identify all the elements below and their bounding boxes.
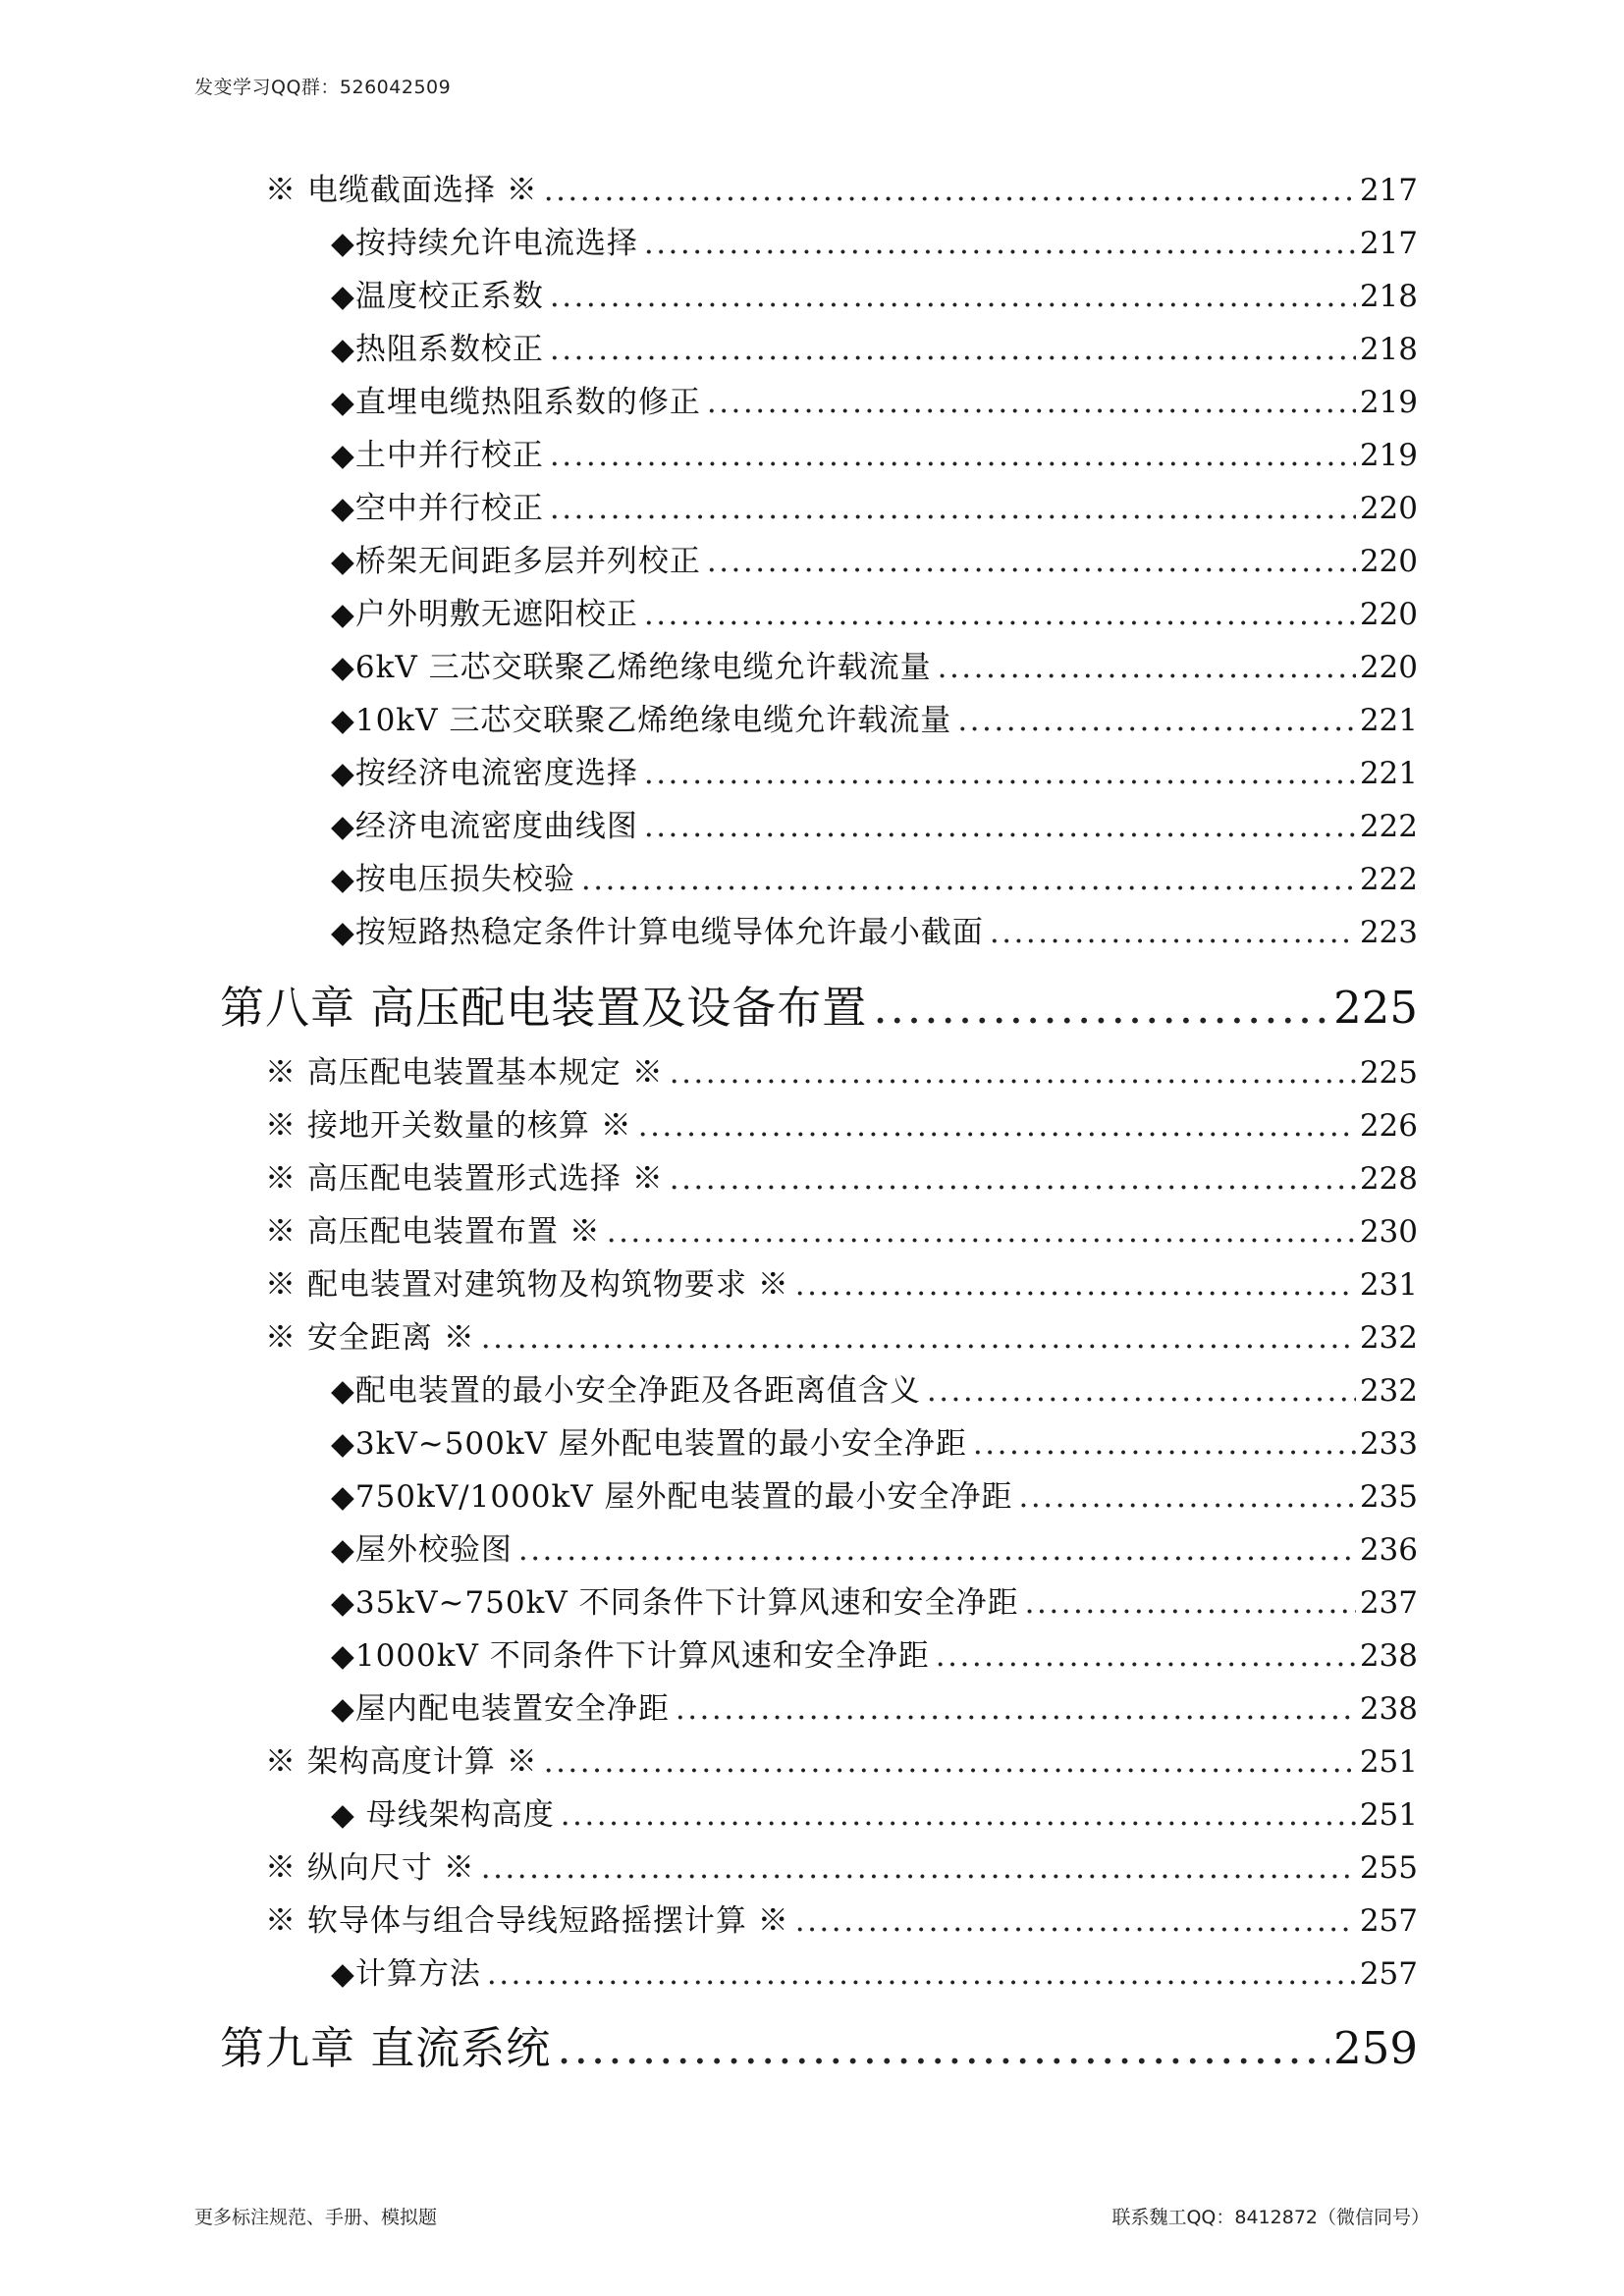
toc-entry-page-number: 226 [1359,1108,1418,1144]
toc-entry-page-number: 221 [1359,756,1418,791]
toc-entry-section[interactable] [265,1896,1418,1939]
toc-entry-sub[interactable] [331,1683,1418,1727]
toc-dot-leader [561,1797,1356,1833]
toc-entry-page-number: 255 [1359,1850,1418,1886]
toc-entry-title: ◆温度校正系数 [331,279,544,314]
toc-entry-title: ◆屋内配电装置安全净距 [331,1691,670,1727]
toc-entry-page-number: 251 [1359,1744,1418,1780]
toc-entry-title: ◆户外明敷无遮阳校正 [331,597,638,632]
toc-entry-title: ◆1000kV 不同条件下计算风速和安全净距 [331,1638,930,1674]
toc-entry-title: ◆按电压损失校验 [331,862,575,897]
toc-entry-page-number: 231 [1359,1267,1418,1303]
toc-entry-page-number: 232 [1359,1373,1418,1409]
toc-entry-page-number: 236 [1359,1532,1418,1568]
toc-entry-page-number: 232 [1359,1320,1418,1356]
toc-entry-title: ◆经济电流密度曲线图 [331,809,638,844]
toc-entry-section[interactable] [265,1206,1418,1250]
toc-entry-page-number: 220 [1359,544,1418,579]
toc-entry-sub[interactable] [331,1630,1418,1674]
toc-dot-leader [550,491,1356,526]
toc-entry-sub[interactable] [331,1949,1418,1992]
toc-entry-sub[interactable] [331,589,1418,632]
toc-dot-leader [544,173,1356,208]
toc-dot-leader [707,544,1356,579]
toc-dot-leader [1019,1479,1356,1515]
toc-entry-page-number: 218 [1359,332,1418,367]
toc-entry-title: 第八章 高压配电装置及设备布置 [220,982,868,1034]
toc-dot-leader [670,1161,1356,1197]
toc-dot-leader [670,1055,1356,1091]
toc-entry-title: ◆按短路热稳定条件计算电缆导体允许最小截面 [331,915,984,950]
toc-entry-sub[interactable] [331,536,1418,579]
toc-entry-page-number: 235 [1359,1479,1418,1515]
toc-entry-title: ◆按经济电流密度选择 [331,756,638,791]
toc-dot-leader [518,1532,1356,1568]
toc-entry-title: ◆配电装置的最小安全净距及各距离值含义 [331,1373,921,1409]
toc-dot-leader [927,1373,1356,1409]
toc-entry-chapter[interactable] [220,972,1418,1034]
toc-entry-section[interactable] [265,1153,1418,1197]
toc-entry-title: ◆750kV/1000kV 屋外配电装置的最小安全净距 [331,1479,1013,1515]
toc-entry-title: ◆热阻系数校正 [331,332,544,367]
toc-entry-page-number: 221 [1359,703,1418,738]
toc-entry-section[interactable] [265,1312,1418,1356]
toc-entry-title: ◆35kV~750kV 不同条件下计算风速和安全净距 [331,1585,1019,1621]
toc-entry-page-number: 222 [1359,809,1418,844]
toc-dot-leader [550,279,1356,314]
toc-entry-page-number: 217 [1359,226,1418,261]
toc-entry-title: ◆直埋电缆热阻系数的修正 [331,385,701,420]
toc-dot-leader [644,597,1356,632]
toc-entry-sub[interactable] [331,1365,1418,1409]
toc-entry-title: ◆土中并行校正 [331,438,544,473]
toc-entry-sub[interactable] [331,801,1418,844]
toc-entry-sub[interactable] [331,430,1418,473]
toc-entry-page-number: 233 [1359,1426,1418,1462]
toc-entry-page-number: 222 [1359,862,1418,897]
toc-entry-sub[interactable] [331,377,1418,420]
toc-entry-page-number: 257 [1359,1903,1418,1939]
toc-dot-leader [873,982,1329,1034]
toc-entry-page-number: 251 [1359,1797,1418,1833]
toc-dot-leader [938,650,1356,685]
toc-dot-leader [676,1691,1356,1727]
toc-entry-page-number: 219 [1359,385,1418,420]
toc-entry-title: ◆6kV 三芯交联聚乙烯绝缘电缆允许载流量 [331,650,932,685]
toc-entry-page-number: 220 [1359,491,1418,526]
toc-entry-title: ◆10kV 三芯交联聚乙烯绝缘电缆允许载流量 [331,703,952,738]
toc-dot-leader [936,1638,1356,1674]
toc-dot-leader [990,915,1356,950]
toc-dot-leader [544,1744,1356,1780]
toc-entry-page-number: 220 [1359,597,1418,632]
header-note: 发变学习QQ群：526042509 [194,77,452,98]
toc-entry-title: ※ 电缆截面选择 ※ [265,173,538,208]
toc-entry-section[interactable] [265,1736,1418,1780]
toc-entry-title: ◆3kV~500kV 屋外配电装置的最小安全净距 [331,1426,967,1462]
toc-entry-sub[interactable] [331,748,1418,791]
toc-dot-leader [481,1850,1356,1886]
toc-entry-sub[interactable] [331,1789,1418,1833]
toc-entry-section[interactable] [265,1259,1418,1303]
toc-entry-page-number: 220 [1359,650,1418,685]
toc-entry-sub[interactable] [331,1471,1418,1515]
toc-entry-title: ※ 安全距离 ※ [265,1320,475,1356]
toc-entry-title: ◆按持续允许电流选择 [331,226,638,261]
footer-left-note: 更多标注规范、手册、模拟题 [194,2207,438,2228]
toc-entry-section[interactable] [265,1047,1418,1091]
toc-dot-leader [557,2022,1329,2074]
toc-entry-title: ◆空中并行校正 [331,491,544,526]
toc-entry-page-number: 225 [1359,1055,1418,1091]
toc-entry-sub[interactable] [331,218,1418,261]
toc-entry-title: ◆计算方法 [331,1956,481,1992]
toc-entry-page-number: 219 [1359,438,1418,473]
toc-dot-leader [581,862,1356,897]
toc-entry-title: ◆ 母线架构高度 [331,1797,555,1833]
toc-entry-section[interactable] [265,165,1418,208]
toc-entry-title: ※ 软导体与组合导线短路摇摆计算 ※ [265,1903,789,1939]
toc-entry-page-number: 238 [1359,1638,1418,1674]
toc-entry-title: 第九章 直流系统 [220,2022,552,2074]
toc-dot-leader [795,1267,1356,1303]
toc-dot-leader [481,1320,1356,1356]
toc-entry-chapter[interactable] [220,2012,1418,2074]
toc-entry-sub[interactable] [331,642,1418,685]
toc-entry-title: ※ 高压配电装置形式选择 ※ [265,1161,664,1197]
toc-entry-title: ◆桥架无间距多层并列校正 [331,544,701,579]
toc-dot-leader [487,1956,1356,1992]
toc-entry-sub[interactable] [331,1418,1418,1462]
toc-entry-title: ※ 高压配电装置布置 ※ [265,1214,601,1250]
toc-dot-leader [644,756,1356,791]
toc-entry-page-number: 237 [1359,1585,1418,1621]
toc-dot-leader [607,1214,1356,1250]
toc-entry-title: ※ 纵向尺寸 ※ [265,1850,475,1886]
toc-dot-leader [707,385,1356,420]
toc-entry-sub[interactable] [331,271,1418,314]
toc-entry-title: ※ 配电装置对建筑物及构筑物要求 ※ [265,1267,789,1303]
footer-right-note: 联系魏工QQ：8412872（微信同号） [1111,2207,1430,2228]
toc-entry-sub[interactable] [331,854,1418,897]
toc-entry-page-number: 218 [1359,279,1418,314]
toc-dot-leader [644,809,1356,844]
toc-entry-title: ※ 接地开关数量的核算 ※ [265,1108,632,1144]
toc-dot-leader [550,438,1356,473]
toc-entry-page-number: 223 [1359,915,1418,950]
toc-entry-sub[interactable] [331,1577,1418,1621]
toc-entry-page-number: 238 [1359,1691,1418,1727]
toc-entry-section[interactable] [265,1842,1418,1886]
toc-entry-section[interactable] [265,1100,1418,1144]
toc-entry-page-number: 259 [1333,2022,1418,2074]
toc-entry-sub[interactable] [331,324,1418,367]
toc-entry-sub[interactable] [331,695,1418,738]
toc-entry-page-number: 217 [1359,173,1418,208]
toc-entry-page-number: 257 [1359,1956,1418,1992]
toc-entry-title: ◆屋外校验图 [331,1532,513,1568]
toc-dot-leader [638,1108,1356,1144]
toc-dot-leader [550,332,1356,367]
toc-entry-sub[interactable] [331,907,1418,950]
toc-dot-leader [957,703,1356,738]
toc-entry-sub[interactable] [331,1524,1418,1568]
toc-entry-page-number: 228 [1359,1161,1418,1197]
toc-entry-title: ※ 架构高度计算 ※ [265,1744,538,1780]
toc-dot-leader [795,1903,1356,1939]
toc-entry-page-number: 230 [1359,1214,1418,1250]
toc-entry-page-number: 225 [1333,982,1418,1034]
toc-dot-leader [644,226,1356,261]
toc-entry-sub[interactable] [331,483,1418,526]
toc-entry-title: ※ 高压配电装置基本规定 ※ [265,1055,664,1091]
toc-dot-leader [973,1426,1356,1462]
toc-dot-leader [1025,1585,1356,1621]
